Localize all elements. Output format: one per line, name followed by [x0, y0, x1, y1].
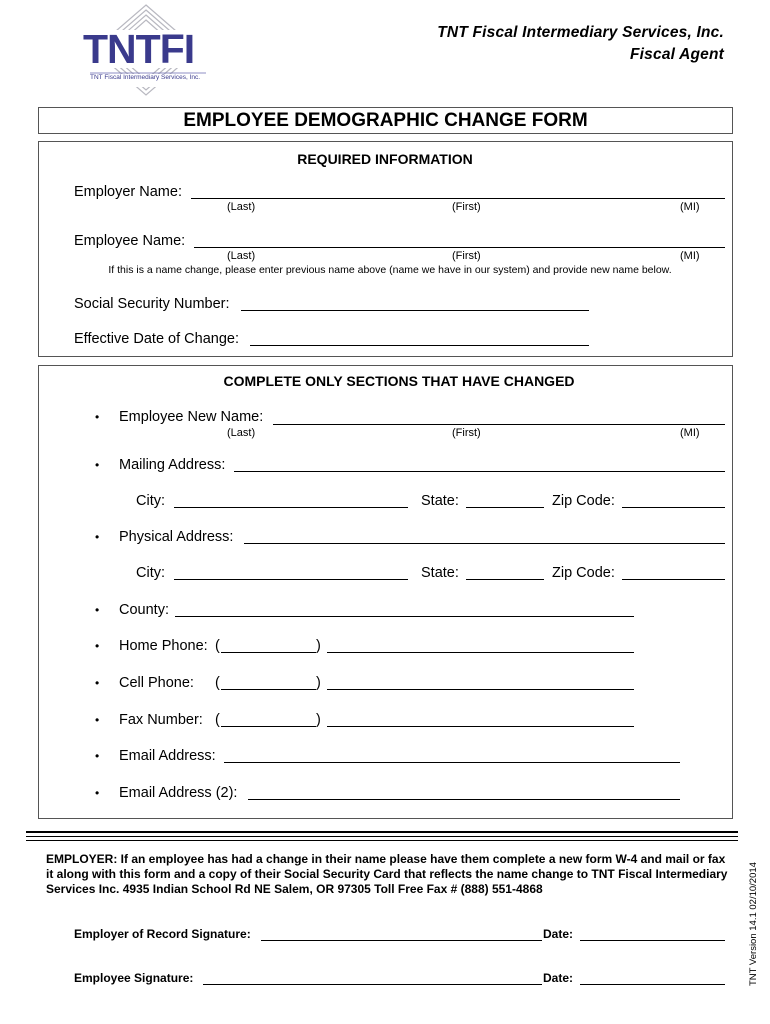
home-phone-paren-close: ): [316, 638, 321, 654]
mailing-state-label: State:: [421, 493, 459, 509]
form-title: EMPLOYEE DEMOGRAPHIC CHANGE FORM: [183, 110, 588, 131]
employer-name-label: Employer Name:: [74, 184, 182, 200]
required-heading: REQUIRED INFORMATION: [297, 151, 473, 167]
email-field[interactable]: [224, 762, 680, 763]
mailing-address-field[interactable]: [234, 471, 725, 472]
effective-date-label: Effective Date of Change:: [74, 331, 239, 347]
required-section: [38, 141, 733, 357]
changes-heading: COMPLETE ONLY SECTIONS THAT HAVE CHANGED: [223, 373, 575, 389]
employee-signature-date-label: Date:: [543, 971, 574, 985]
section-divider: [26, 831, 738, 833]
ssn-label: Social Security Number:: [74, 296, 230, 312]
county-label: County:: [119, 602, 169, 618]
new-name-sub-mi: (MI): [680, 427, 700, 439]
employee-name-label: Employee Name:: [74, 233, 186, 249]
name-change-note: If this is a name change, please enter previous name above (name we have in our system) and provide new name below.: [108, 264, 672, 276]
employer-name-sub-last: (Last): [227, 201, 256, 213]
form-title-box: [38, 107, 733, 134]
fax-number-field[interactable]: [327, 726, 634, 727]
section-divider: [26, 840, 738, 841]
company-role: Fiscal Agent: [630, 46, 724, 63]
new-name-sub-first: (First): [452, 427, 481, 439]
bullet: •: [95, 786, 100, 800]
employee-name-sub-first: (First): [452, 250, 481, 262]
bullet: •: [95, 603, 100, 617]
bullet: •: [95, 639, 100, 653]
email2-label: Email Address (2):: [119, 785, 238, 801]
bullet: •: [95, 749, 100, 763]
home-phone-paren-open: (: [215, 638, 220, 654]
employer-name-sub-mi: (MI): [680, 201, 700, 213]
new-name-field[interactable]: [273, 424, 725, 425]
mailing-state-field[interactable]: [466, 507, 544, 508]
employer-signature-date-label: Date:: [543, 927, 574, 941]
email2-field[interactable]: [248, 799, 680, 800]
employer-signature-label: Employer of Record Signature:: [74, 927, 251, 941]
bullet: •: [95, 713, 100, 727]
ssn-field[interactable]: [241, 310, 589, 311]
physical-state-label: State:: [421, 565, 459, 581]
logo-text: TNTFI: [83, 26, 195, 72]
cell-phone-area-code-field[interactable]: [221, 689, 316, 690]
home-phone-label: Home Phone:: [119, 638, 208, 654]
version-text: TNT Version 14.1 02/10/2014: [748, 862, 759, 986]
physical-state-field[interactable]: [466, 579, 544, 580]
physical-address-field[interactable]: [244, 543, 725, 544]
physical-city-field[interactable]: [174, 579, 408, 580]
logo-subtitle: TNT Fiscal Intermediary Services, Inc.: [90, 74, 201, 81]
county-field[interactable]: [175, 616, 634, 617]
home-phone-number-field[interactable]: [327, 652, 634, 653]
company-logo: [80, 4, 212, 96]
mailing-address-label: Mailing Address:: [119, 457, 226, 473]
fax-paren-open: (: [215, 712, 220, 728]
home-phone-area-code-field[interactable]: [221, 652, 316, 653]
company-name: TNT Fiscal Intermediary Services, Inc.: [437, 24, 724, 41]
employee-name-sub-mi: (MI): [680, 250, 700, 262]
employer-note: EMPLOYER: If an employee has had a change in their name please have them complete a new form W-4 and mail or fax it along with this form and a copy of their Social Security Card that reflects the name change to TNT Fiscal Intermediary Services Inc. 4935 Indian School Rd NE Salem, OR 97305 Toll Free Fax # (888) 551-4868: [46, 852, 728, 896]
physical-city-label: City:: [136, 565, 165, 581]
mailing-city-field[interactable]: [174, 507, 408, 508]
cell-phone-paren-close: ): [316, 675, 321, 691]
employee-name-sub-last: (Last): [227, 250, 256, 262]
employee-name-field[interactable]: [194, 247, 725, 248]
employer-signature-field[interactable]: [261, 940, 542, 941]
effective-date-field[interactable]: [250, 345, 589, 346]
physical-address-label: Physical Address:: [119, 529, 234, 545]
bullet: •: [95, 458, 100, 472]
cell-phone-label: Cell Phone:: [119, 675, 194, 691]
new-name-sub-last: (Last): [227, 427, 256, 439]
bullet: •: [95, 676, 100, 690]
new-name-label: Employee New Name:: [119, 409, 264, 425]
cell-phone-paren-open: (: [215, 675, 220, 691]
mailing-zip-field[interactable]: [622, 507, 725, 508]
employer-signature-date-field[interactable]: [580, 940, 725, 941]
employer-name-sub-first: (First): [452, 201, 481, 213]
employee-signature-date-field[interactable]: [580, 984, 725, 985]
fax-area-code-field[interactable]: [221, 726, 316, 727]
employer-name-field[interactable]: [191, 198, 725, 199]
mailing-zip-label: Zip Code:: [552, 493, 615, 509]
fax-paren-close: ): [316, 712, 321, 728]
cell-phone-number-field[interactable]: [327, 689, 634, 690]
physical-zip-field[interactable]: [622, 579, 725, 580]
fax-label: Fax Number:: [119, 712, 203, 728]
employee-signature-field[interactable]: [203, 984, 542, 985]
employee-signature-label: Employee Signature:: [74, 971, 194, 985]
bullet: •: [95, 530, 100, 544]
physical-zip-label: Zip Code:: [552, 565, 615, 581]
mailing-city-label: City:: [136, 493, 165, 509]
bullet: •: [95, 410, 100, 424]
section-divider: [26, 836, 738, 837]
email-label: Email Address:: [119, 748, 216, 764]
